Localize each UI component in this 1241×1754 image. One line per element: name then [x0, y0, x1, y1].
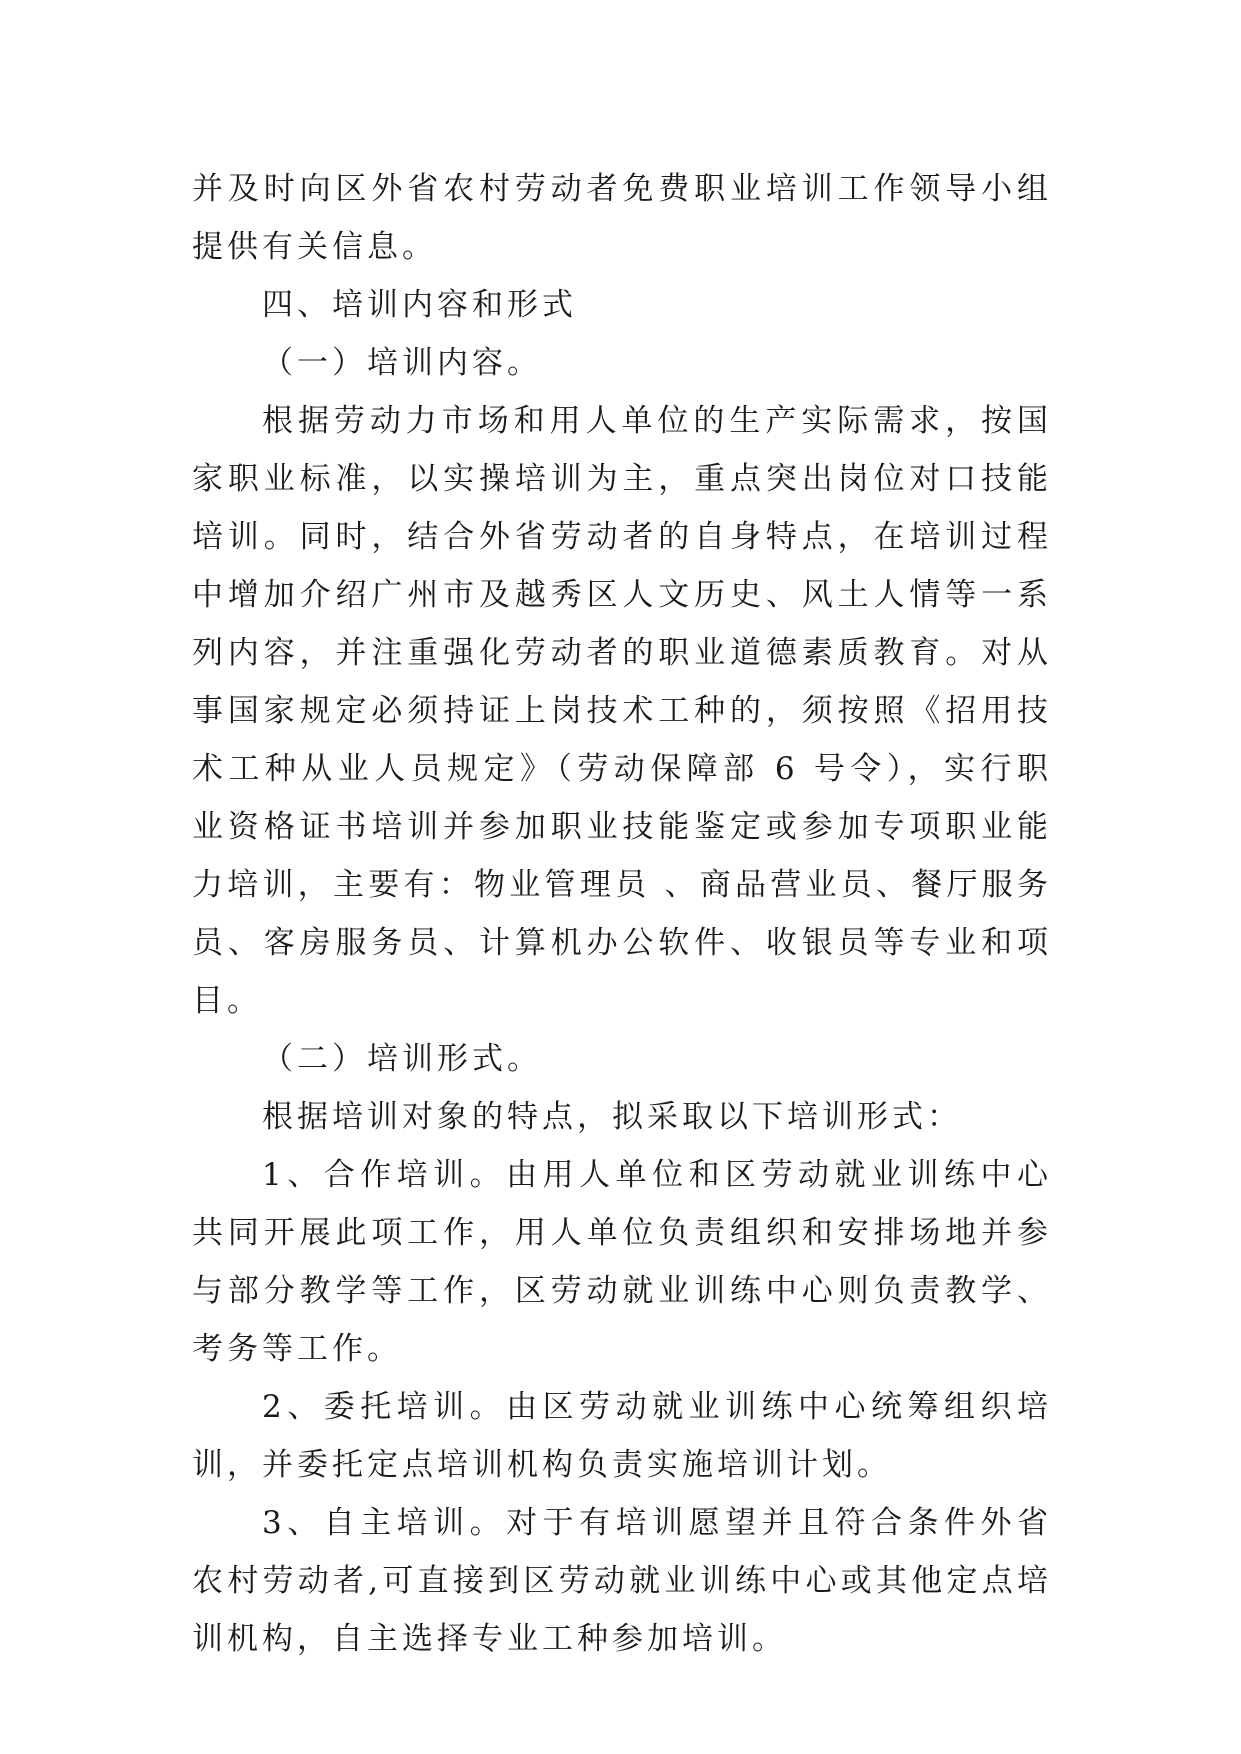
paragraph-training-content: 根据劳动力市场和用人单位的生产实际需求，按国家职业标准，以实操培训为主，重点突出岗位对口技能培训。同时，结合外省劳动者的自身特点，在培训过程中增加介绍广州市及越秀区人文历史、风土人情等一系列内容，并注重强化劳动者的职业道德素质教育。对从事国家规定必须持证上岗技术工种的，须按照《招用技术工种从业人员规定》（劳动保障部 6 号令），实行职业资格证书培训并参加职业技能鉴定或参加专项职业能力培训，主要有：物业管理员 、商品营业员、餐厅服务员、客房服务员、计算机办公软件、收银员等专业和项目。: [192, 403, 1052, 1019]
paragraph-cooperative-training: 1、合作培训。由用人单位和区劳动就业训练中心共同开展此项工作，用人单位负责组织和安排场地并参与部分教学等工作，区劳动就业训练中心则负责教学、考务等工作。: [192, 1157, 1052, 1367]
paragraph-self-directed-training: 3、自主培训。对于有培训愿望并且符合条件外省农村劳动者,可直接到区劳动就业训练中心或其他定点培训机构，自主选择专业工种参加培训。: [192, 1505, 1052, 1657]
document-body: [192, 160, 1052, 1668]
paragraph-entrusted-training: 2、委托培训。由区劳动就业训练中心统筹组织培训，并委托定点培训机构负责实施培训计划。: [192, 1389, 1052, 1483]
section-heading-training-content-and-form: 四、培训内容和形式: [262, 287, 577, 323]
paragraph-training-form-intro: 根据培训对象的特点，拟采取以下培训形式：: [262, 1099, 962, 1135]
subheading-training-content: （一）培训内容。: [262, 345, 542, 381]
paragraph-continuation: 并及时向区外省农村劳动者免费职业培训工作领导小组提供有关信息。: [192, 171, 1052, 265]
subheading-training-form: （二）培训形式。: [262, 1041, 542, 1077]
